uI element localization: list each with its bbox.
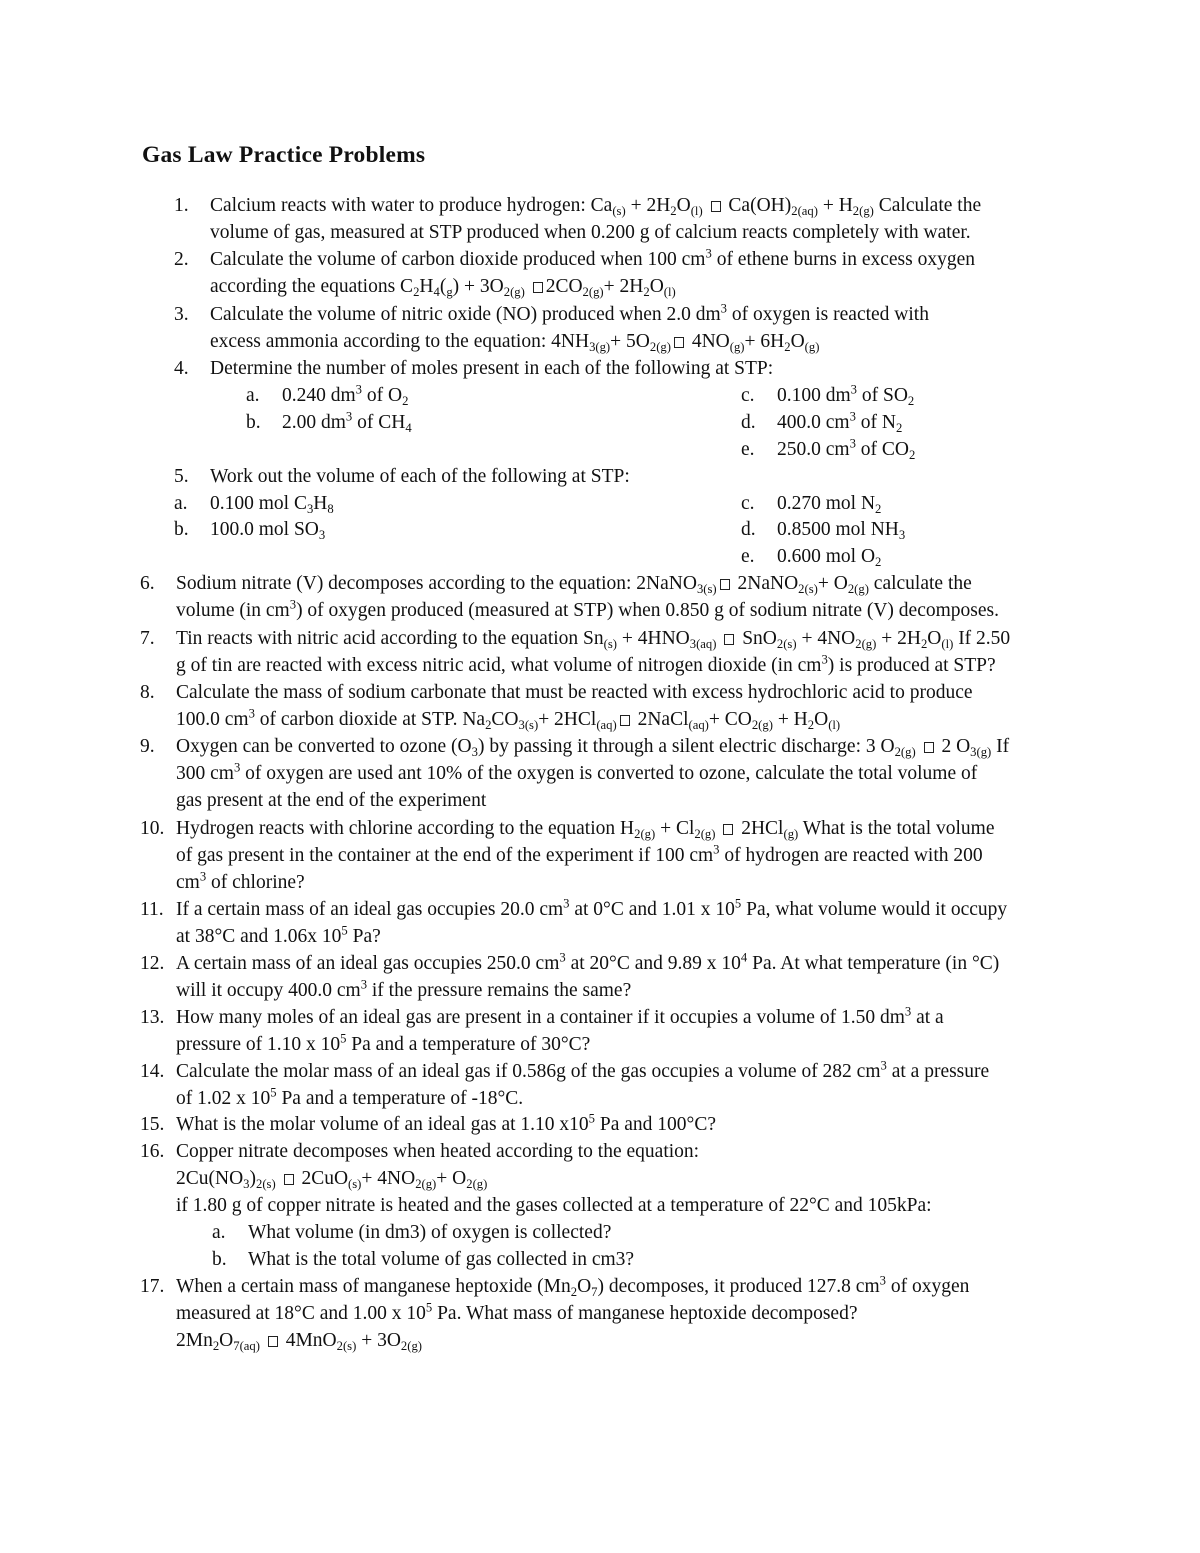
line-text: 0.8500 mol $NH_3$ xyxy=(777,519,906,542)
list-marker: 11. xyxy=(140,899,164,920)
text-line xyxy=(140,979,631,1003)
line-text: volume of gas, measured at STP produced when 0.200 g of calcium reacts completely with water. xyxy=(210,222,971,243)
missing-glyph-icon xyxy=(723,824,733,835)
list-marker: e. xyxy=(741,439,755,460)
line-text: of gas present in the container at the end of the experiment if 100 $cm^3$ of hydrogen are reacted with 200 xyxy=(176,842,983,866)
line-text: If a certain mass of an ideal gas occupies 20.0 $cm^3$ at 0°C and 1.01 x $10^5$ Pa, what volume would it occupy xyxy=(176,896,1008,920)
list-marker: 9. xyxy=(140,736,155,757)
text-line xyxy=(174,194,981,218)
list-marker: c. xyxy=(741,385,755,406)
text-line xyxy=(140,762,977,786)
missing-glyph-icon xyxy=(711,201,721,212)
missing-glyph-icon xyxy=(724,634,734,645)
line-text: volume (in $cm^3$) of oxygen produced (measured at STP) when 0.850 g of sodium nitrate (V) decomposes. xyxy=(176,597,999,621)
missing-glyph-icon xyxy=(284,1174,294,1185)
line-text: 0.100 mol $C_3H_8$ xyxy=(210,493,334,516)
list-marker: 10. xyxy=(140,818,165,839)
line-text: Calcium reacts with water to produce hydrogen: $Ca_{(s)} + 2H_2O_{(l)}$ $Ca(OH)_{2(aq)} + H_{2(g)}$ Calculate the xyxy=(210,195,982,218)
line-text: $2Cu(NO_3)_{2(s)}$ $2CuO_{(s)}+ 4NO_{2(g)}+ O_{2(g)}$ xyxy=(176,1168,488,1191)
text-line xyxy=(174,518,325,542)
text-line xyxy=(212,1221,611,1245)
list-marker: 3. xyxy=(174,304,189,325)
text-line xyxy=(212,1248,634,1272)
text-line xyxy=(140,871,305,895)
line-text: What is the molar volume of an ideal gas at 1.10 $x10^5$ Pa and 100°C? xyxy=(176,1111,716,1135)
list-marker: 12. xyxy=(140,953,165,974)
text-line xyxy=(140,1140,699,1164)
line-text: of 1.02 x $10^5$ Pa and a temperature of -18°C. xyxy=(176,1085,524,1109)
list-marker: 6. xyxy=(140,573,155,594)
text-line xyxy=(140,1302,857,1326)
line-text: excess ammonia according to the equation: $4NH_{3(g)}+ 5O_{2(g)}$ $4NO_{(g)}+ 6H_2O_{(g)}$ xyxy=(210,331,820,354)
list-marker: 14. xyxy=(140,1061,165,1082)
text-line xyxy=(140,1113,716,1137)
text-line xyxy=(140,708,840,732)
list-marker: 4. xyxy=(174,358,189,379)
line-text: Calculate the molar mass of an ideal gas if 0.586g of the gas occupies a volume of 282 $cm^3$ at a pressure xyxy=(176,1058,990,1082)
line-text: A certain mass of an ideal gas occupies 250.0 $cm^3$ at 20°C and 9.89 x $10^4$ Pa. At what temperature (in °C) xyxy=(176,950,1000,974)
text-line xyxy=(140,817,994,841)
text-line xyxy=(174,275,676,299)
line-text: What is the total volume of gas collected in cm3? xyxy=(248,1249,635,1270)
list-marker: 1. xyxy=(174,195,189,216)
text-line xyxy=(140,627,1010,651)
missing-glyph-icon xyxy=(533,282,543,293)
list-marker: a. xyxy=(212,1222,226,1243)
page-title: Gas Law Practice Problems xyxy=(142,142,426,168)
list-marker: 2. xyxy=(174,249,189,270)
line-text: gas present at the end of the experiment xyxy=(176,790,487,811)
line-text: When a certain mass of manganese heptoxide $(Mn_2O_7)$ decomposes, it produced 127.8 $cm^3$ of oxygen xyxy=(176,1273,970,1299)
list-marker: 5. xyxy=(174,466,189,487)
text-line xyxy=(741,492,881,516)
line-text: 2.00 $dm^3$ of $CH_4$ xyxy=(282,409,412,435)
text-line xyxy=(140,572,972,596)
list-marker: 7. xyxy=(140,628,155,649)
missing-glyph-icon xyxy=(674,337,684,348)
line-text: 0.240 $dm^3$ of $O_2$ xyxy=(282,382,409,408)
text-line xyxy=(174,248,975,272)
list-marker: 15. xyxy=(140,1114,165,1135)
line-text: measured at 18°C and 1.00 x $10^5$ Pa. What mass of manganese heptoxide decomposed? xyxy=(176,1300,858,1324)
line-text: will it occupy 400.0 $cm^3$ if the pressure remains the same? xyxy=(176,977,632,1001)
line-text: Copper nitrate decomposes when heated according to the equation: xyxy=(176,1141,700,1162)
line-text: if 1.80 g of copper nitrate is heated and the gases collected at a temperature of 22°C and 105kPa: xyxy=(176,1195,932,1216)
line-text: 0.100 $dm^3$ of $SO_2$ xyxy=(777,382,915,408)
text-line xyxy=(140,952,999,976)
line-text: Work out the volume of each of the following at STP: xyxy=(210,466,630,487)
text-line xyxy=(140,925,381,949)
list-marker: 17. xyxy=(140,1276,165,1297)
line-text: Determine the number of moles present in each of the following at STP: xyxy=(210,358,774,379)
line-text: g of tin are reacted with excess nitric acid, what volume of nitrogen dioxide (in $cm^3$) is produced at STP? xyxy=(176,652,996,676)
list-marker: b. xyxy=(174,519,189,540)
list-marker: e. xyxy=(741,546,755,567)
missing-glyph-icon xyxy=(924,742,934,753)
line-text: 0.270 mol $N_2$ xyxy=(777,493,882,516)
text-line xyxy=(174,357,773,381)
text-line xyxy=(140,681,973,705)
list-marker: d. xyxy=(741,412,756,433)
line-text: 250.0 $cm^3$ of $CO_2$ xyxy=(777,436,916,462)
line-text: Calculate the volume of carbon dioxide produced when 100 $cm^3$ of ethene burns in excess oxygen xyxy=(210,246,975,270)
line-text: Hydrogen reacts with chlorine according to the equation $H_{2(g)} + Cl_{2(g)}$ 2HCl$_{(g)}$ What is the total volume xyxy=(176,818,995,841)
line-text: Oxygen can be converted to ozone $(O_3)$ by passing it through a silent electric discharge: 3 $O_{2(g)}$ 2 $O_{3(g)}$ If xyxy=(176,736,1010,759)
text-line xyxy=(741,545,881,569)
line-text: Sodium nitrate (V) decomposes according to the equation: 2NaNO$_{3(s)}$ 2NaNO$_{2(s)}$+ $O_{2(g)}$ calculate the xyxy=(176,573,972,596)
line-text: 300 $cm^3$ of oxygen are used ant 10% of the oxygen is converted to ozone, calculate the total volume of xyxy=(176,760,978,784)
line-text: $2Mn_2O_{7(aq)}$ $4MnO_{2(s)} + 3O_{2(g)}$ xyxy=(176,1330,423,1353)
text-line xyxy=(741,438,915,462)
text-line xyxy=(140,844,983,868)
text-line xyxy=(140,599,999,623)
text-line xyxy=(174,221,971,245)
line-text: Calculate the mass of sodium carbonate that must be reacted with excess hydrochloric acid to produce xyxy=(176,682,973,703)
line-text: How many moles of an ideal gas are present in a container if it occupies a volume of 1.50 $dm^3$ at a xyxy=(176,1004,944,1028)
list-marker: 16. xyxy=(140,1141,165,1162)
line-text: 400.0 $cm^3$ of $N_2$ xyxy=(777,409,903,435)
text-line xyxy=(246,384,408,408)
text-line xyxy=(174,465,630,489)
text-line xyxy=(140,1087,523,1111)
text-line xyxy=(140,898,1007,922)
text-line xyxy=(246,411,412,435)
line-text: pressure of 1.10 x $10^5$ Pa and a temperature of 30°C? xyxy=(176,1031,591,1055)
text-line xyxy=(140,1275,969,1299)
text-line xyxy=(140,1033,590,1057)
list-marker: c. xyxy=(741,493,755,514)
text-line xyxy=(140,654,996,678)
line-text: 100.0 mol $SO_3$ xyxy=(210,519,326,542)
text-line xyxy=(140,1194,932,1218)
line-text: What volume (in dm3) of oxygen is collected? xyxy=(248,1222,612,1243)
text-line xyxy=(140,1329,422,1353)
missing-glyph-icon xyxy=(268,1336,278,1347)
text-line xyxy=(140,1060,989,1084)
list-marker: d. xyxy=(741,519,756,540)
list-marker: b. xyxy=(212,1249,227,1270)
text-line xyxy=(174,303,929,327)
text-line xyxy=(174,492,334,516)
text-line xyxy=(140,1167,487,1191)
line-text: 100.0 $cm^3$ of carbon dioxide at STP. $Na_2CO_{3(s)}+ 2HCl_{(aq)}$ 2NaCl$_{(aq)}$+ $CO_{2(g)} + H_2O_{(l)}$ xyxy=(176,706,841,732)
text-line xyxy=(741,518,905,542)
line-text: Calculate the volume of nitric oxide (NO) produced when 2.0 $dm^3$ of oxygen is reacted with xyxy=(210,301,929,325)
list-marker: a. xyxy=(174,493,188,514)
line-text: according the equations $C_2H_4(_g) + 3O_{2(g)}$ $2CO_{2(g)}+ 2H_2O_{(l)}$ xyxy=(210,276,676,299)
text-line xyxy=(140,1006,944,1030)
missing-glyph-icon xyxy=(620,715,630,726)
text-line xyxy=(174,330,819,354)
line-text: Tin reacts with nitric acid according to the equation $Sn_{(s)} + 4HNO_{3(aq)}$ $SnO_{2(s)} + 4NO_{2(g)} + 2H_2O_{(l)}$ If 2.50 xyxy=(176,628,1011,651)
line-text: 0.600 mol $O_2$ xyxy=(777,546,882,569)
list-marker: a. xyxy=(246,385,260,406)
text-line xyxy=(741,384,914,408)
text-line xyxy=(741,411,902,435)
list-marker: 13. xyxy=(140,1007,165,1028)
list-marker: b. xyxy=(246,412,261,433)
missing-glyph-icon xyxy=(720,579,730,590)
text-line xyxy=(140,735,1009,759)
line-text: $cm^3$ of chlorine? xyxy=(176,869,305,893)
text-line xyxy=(140,789,486,813)
line-text: at 38°C and 1.06x $10^5$ Pa? xyxy=(176,923,381,947)
list-marker: 8. xyxy=(140,682,155,703)
